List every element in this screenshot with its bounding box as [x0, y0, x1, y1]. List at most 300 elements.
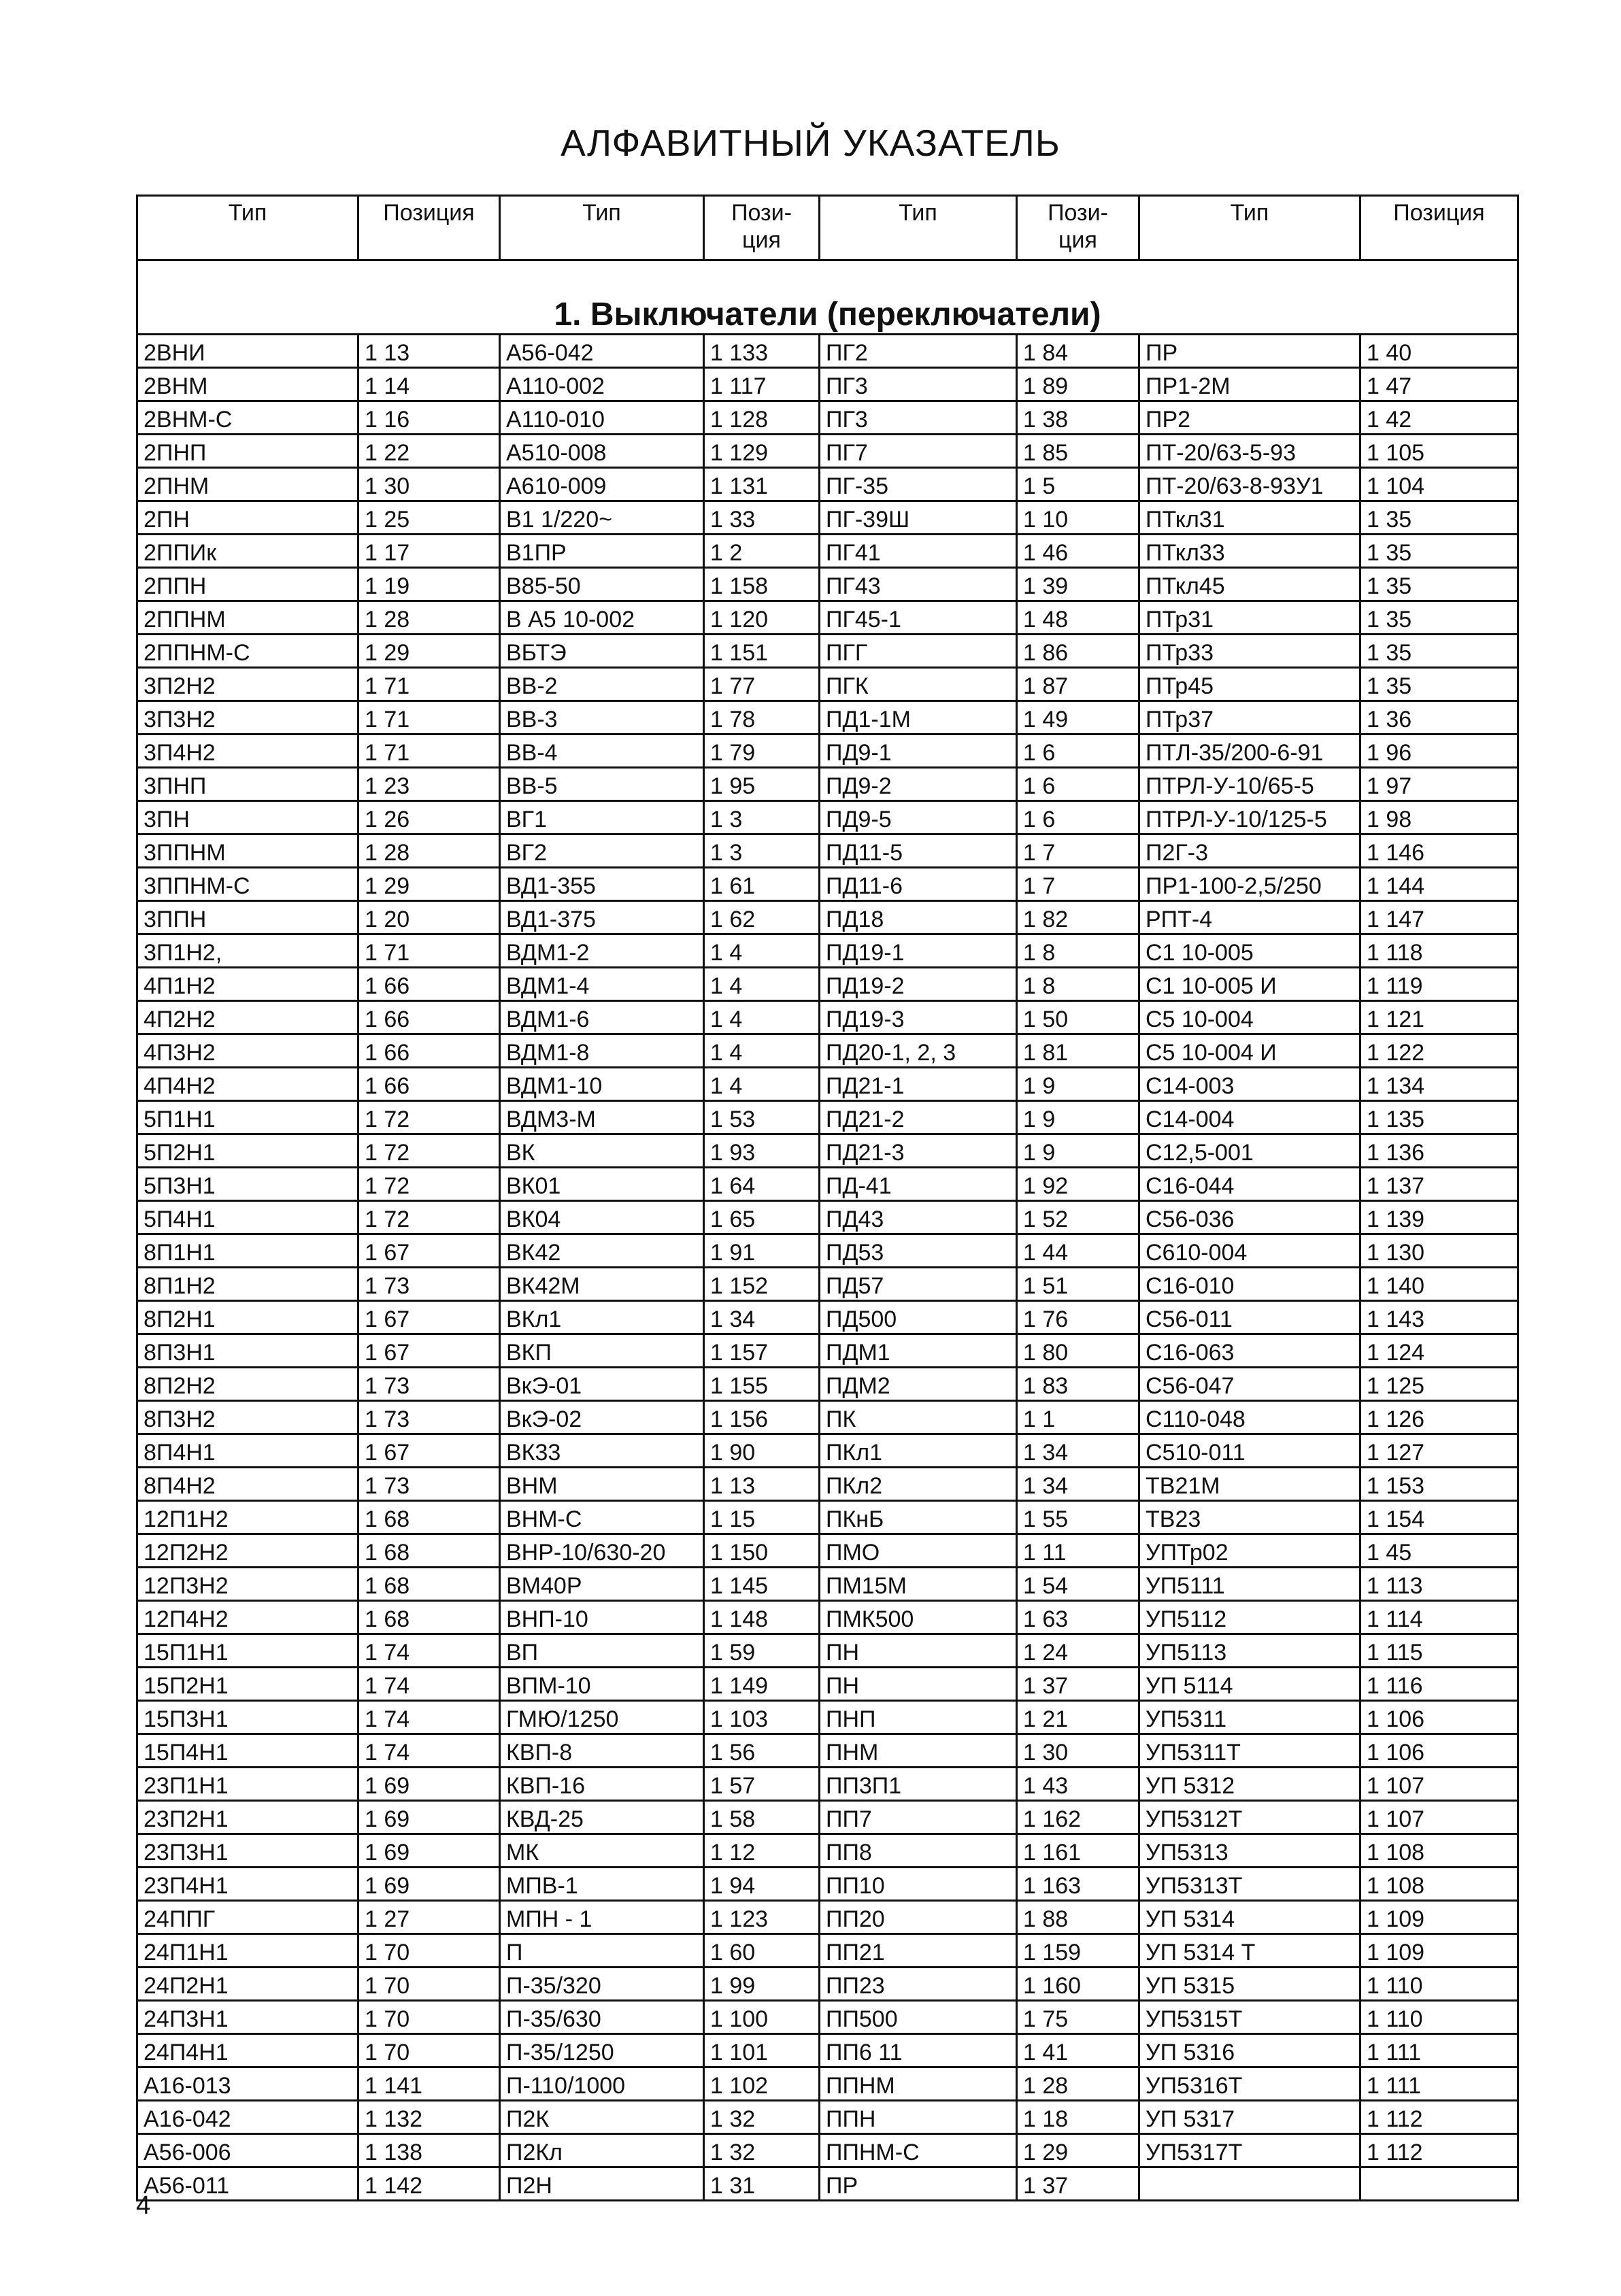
- type-cell: ПР1-2М: [1139, 368, 1360, 401]
- type-cell: ППНМ: [820, 2067, 1017, 2101]
- position-cell: 1 28: [358, 834, 500, 868]
- type-cell: УП5311: [1139, 1701, 1360, 1734]
- type-cell: ВДМ1-4: [500, 968, 704, 1001]
- position-cell: 1 34: [1017, 1434, 1139, 1468]
- position-cell: 1 110: [1360, 2001, 1518, 2034]
- type-cell: ВкЭ-02: [500, 1401, 704, 1434]
- position-cell: 1 74: [358, 1668, 500, 1701]
- type-cell: ПН: [820, 1668, 1017, 1701]
- position-cell: 1 74: [358, 1701, 500, 1734]
- type-cell: УП 5316: [1139, 2034, 1360, 2067]
- type-cell: 15П4Н1: [137, 1734, 358, 1768]
- type-cell: ВДМ1-6: [500, 1001, 704, 1034]
- type-cell: 8П4Н2: [137, 1468, 358, 1501]
- position-cell: 1 163: [1017, 1868, 1139, 1901]
- position-cell: 1 102: [704, 2067, 820, 2101]
- table-row: [137, 968, 1518, 1001]
- position-cell: 1 67: [358, 1434, 500, 1468]
- type-cell: ПП20: [820, 1901, 1017, 1934]
- position-cell: 1 13: [704, 1468, 820, 1501]
- position-cell: 1 29: [358, 635, 500, 668]
- position-cell: 1 67: [358, 1234, 500, 1268]
- position-cell: 1 9: [1017, 1134, 1139, 1168]
- table-row: [137, 1334, 1518, 1368]
- type-cell: ПД21-3: [820, 1134, 1017, 1168]
- table-row: [137, 1734, 1518, 1768]
- type-cell: ВД1-375: [500, 901, 704, 934]
- position-cell: 1 146: [1360, 834, 1518, 868]
- position-cell: 1 153: [1360, 1468, 1518, 1501]
- position-cell: 1 39: [1017, 568, 1139, 601]
- position-cell: 1 74: [358, 1734, 500, 1768]
- position-cell: 1 129: [704, 435, 820, 468]
- position-cell: 1 3: [704, 834, 820, 868]
- position-cell: 1 31: [704, 2167, 820, 2201]
- type-cell: 15П2Н1: [137, 1668, 358, 1701]
- position-cell: 1 124: [1360, 1334, 1518, 1368]
- type-cell: ПНП: [820, 1701, 1017, 1734]
- position-cell: 1 5: [1017, 468, 1139, 501]
- type-cell: ВВ-3: [500, 701, 704, 735]
- type-cell: ПТкл33: [1139, 535, 1360, 568]
- position-cell: 1 9: [1017, 1068, 1139, 1101]
- type-cell: В85-50: [500, 568, 704, 601]
- position-cell: 1 55: [1017, 1501, 1139, 1534]
- type-cell: 8П4Н1: [137, 1434, 358, 1468]
- position-cell: 1 4: [704, 1068, 820, 1101]
- table-row: [137, 901, 1518, 934]
- type-cell: 5П2Н1: [137, 1134, 358, 1168]
- position-cell: 1 159: [1017, 1934, 1139, 1968]
- type-cell: А510-008: [500, 435, 704, 468]
- position-cell: 1 107: [1360, 1801, 1518, 1834]
- type-cell: ПДМ1: [820, 1334, 1017, 1368]
- position-cell: 1 87: [1017, 668, 1139, 701]
- table-row: [137, 1934, 1518, 1968]
- position-cell: 1 15: [704, 1501, 820, 1534]
- position-cell: 1 71: [358, 735, 500, 768]
- position-cell: 1 44: [1017, 1234, 1139, 1268]
- position-cell: 1 105: [1360, 435, 1518, 468]
- type-cell: 12П1Н2: [137, 1501, 358, 1534]
- type-cell: ПД18: [820, 901, 1017, 934]
- type-cell: ПНМ: [820, 1734, 1017, 1768]
- type-cell: 24П2Н1: [137, 1968, 358, 2001]
- table-row: [137, 701, 1518, 735]
- type-cell: П-35/1250: [500, 2034, 704, 2067]
- position-cell: 1 97: [1360, 768, 1518, 801]
- type-cell: 2ППНМ-С: [137, 635, 358, 668]
- position-cell: 1 142: [358, 2167, 500, 2201]
- type-cell: ВК: [500, 1134, 704, 1168]
- type-cell: А56-006: [137, 2134, 358, 2167]
- type-cell: ПКнБ: [820, 1501, 1017, 1534]
- position-cell: 1 132: [358, 2101, 500, 2134]
- type-cell: 24ППГ: [137, 1901, 358, 1934]
- position-cell: 1 126: [1360, 1401, 1518, 1434]
- position-cell: 1 70: [358, 2001, 500, 2034]
- position-cell: 1 68: [358, 1568, 500, 1601]
- type-cell: ВВ-5: [500, 768, 704, 801]
- type-cell: 3ПН: [137, 801, 358, 834]
- position-cell: 1 12: [704, 1834, 820, 1868]
- type-cell: ВВ-2: [500, 668, 704, 701]
- position-cell: 1 56: [704, 1734, 820, 1768]
- type-cell: П2Н: [500, 2167, 704, 2201]
- position-cell: 1 122: [1360, 1034, 1518, 1068]
- type-cell: ПД43: [820, 1201, 1017, 1234]
- table-row: [137, 1701, 1518, 1734]
- type-cell: 3П1Н2,: [137, 934, 358, 968]
- type-cell: ПД1-1М: [820, 701, 1017, 735]
- type-cell: 3ППНМ: [137, 834, 358, 868]
- position-cell: 1 99: [704, 1968, 820, 2001]
- table-row: [137, 1101, 1518, 1134]
- position-cell: 1 22: [358, 435, 500, 468]
- type-cell: ПП8: [820, 1834, 1017, 1868]
- type-cell: С56-011: [1139, 1301, 1360, 1334]
- type-cell: ПМ15М: [820, 1568, 1017, 1601]
- type-cell: 8П1Н1: [137, 1234, 358, 1268]
- type-cell: УП 5317: [1139, 2101, 1360, 2134]
- type-cell: ВДМ1-2: [500, 934, 704, 968]
- type-cell: ПД-41: [820, 1168, 1017, 1201]
- type-cell: ВМ40Р: [500, 1568, 704, 1601]
- type-cell: ПГ7: [820, 435, 1017, 468]
- type-cell: ПД11-6: [820, 868, 1017, 901]
- position-cell: 1 63: [1017, 1601, 1139, 1634]
- table-row: [137, 2001, 1518, 2034]
- type-cell: ПП500: [820, 2001, 1017, 2034]
- position-cell: 1 33: [704, 501, 820, 535]
- type-cell: А16-013: [137, 2067, 358, 2101]
- table-row: [137, 401, 1518, 435]
- position-cell: 1 116: [1360, 1668, 1518, 1701]
- type-cell: А56-042: [500, 335, 704, 368]
- type-cell: ВНМ: [500, 1468, 704, 1501]
- position-cell: 1 35: [1360, 635, 1518, 668]
- position-cell: 1 68: [358, 1534, 500, 1568]
- type-cell: 2ППН: [137, 568, 358, 601]
- position-cell: 1 77: [704, 668, 820, 701]
- header-cell: Пози- ция: [704, 196, 820, 260]
- type-cell: В А5 10-002: [500, 601, 704, 635]
- position-cell: 1 113: [1360, 1568, 1518, 1601]
- position-cell: 1 72: [358, 1201, 500, 1234]
- position-cell: 1 32: [704, 2134, 820, 2167]
- type-cell: ВДМ1-10: [500, 1068, 704, 1101]
- type-cell: ПДМ2: [820, 1368, 1017, 1401]
- table-row: [137, 2167, 1518, 2201]
- type-cell: ПГ-39Ш: [820, 501, 1017, 535]
- type-cell: 5П1Н1: [137, 1101, 358, 1134]
- table-row: [137, 1201, 1518, 1234]
- type-cell: УПТр02: [1139, 1534, 1360, 1568]
- position-cell: 1 24: [1017, 1634, 1139, 1668]
- position-cell: 1 149: [704, 1668, 820, 1701]
- type-cell: ВК33: [500, 1434, 704, 1468]
- position-cell: 1 162: [1017, 1801, 1139, 1834]
- type-cell: ППНМ-С: [820, 2134, 1017, 2167]
- position-cell: 1 101: [704, 2034, 820, 2067]
- position-cell: 1 60: [704, 1934, 820, 1968]
- position-cell: 1 11: [1017, 1534, 1139, 1568]
- position-cell: 1 152: [704, 1268, 820, 1301]
- type-cell: ГМЮ/1250: [500, 1701, 704, 1734]
- type-cell: ПД9-5: [820, 801, 1017, 834]
- type-cell: УП 5114: [1139, 1668, 1360, 1701]
- type-cell: МПН - 1: [500, 1901, 704, 1934]
- position-cell: 1 86: [1017, 635, 1139, 668]
- position-cell: 1 154: [1360, 1501, 1518, 1534]
- position-cell: 1 37: [1017, 1668, 1139, 1701]
- header-cell: Позиция: [1360, 196, 1518, 260]
- position-cell: 1 73: [358, 1368, 500, 1401]
- table-row: [137, 668, 1518, 701]
- header-cell: Тип: [820, 196, 1017, 260]
- type-cell: ПМО: [820, 1534, 1017, 1568]
- table-row: [137, 1868, 1518, 1901]
- position-cell: 1 9: [1017, 1101, 1139, 1134]
- position-cell: 1 94: [704, 1868, 820, 1901]
- position-cell: 1 111: [1360, 2034, 1518, 2067]
- type-cell: 4П2Н2: [137, 1001, 358, 1034]
- position-cell: 1 71: [358, 701, 500, 735]
- table-row: [137, 1834, 1518, 1868]
- type-cell: С1 10-005 И: [1139, 968, 1360, 1001]
- position-cell: 1 67: [358, 1334, 500, 1368]
- position-cell: 1 42: [1360, 401, 1518, 435]
- table-row: [137, 1634, 1518, 1668]
- table-row: [137, 1168, 1518, 1201]
- position-cell: 1 19: [358, 568, 500, 601]
- type-cell: 12П2Н2: [137, 1534, 358, 1568]
- table-row: [137, 1901, 1518, 1934]
- type-cell: ПТ-20/63-8-93У1: [1139, 468, 1360, 501]
- type-cell: УП5311Т: [1139, 1734, 1360, 1768]
- type-cell: ПР1-100-2,5/250: [1139, 868, 1360, 901]
- type-cell: С510-011: [1139, 1434, 1360, 1468]
- type-cell: 24П4Н1: [137, 2034, 358, 2067]
- position-cell: 1 28: [1017, 2067, 1139, 2101]
- type-cell: С5 10-004: [1139, 1001, 1360, 1034]
- position-cell: 1 108: [1360, 1868, 1518, 1901]
- type-cell: УП5111: [1139, 1568, 1360, 1601]
- position-cell: 1 20: [358, 901, 500, 934]
- table-row: [137, 1501, 1518, 1534]
- type-cell: 4П1Н2: [137, 968, 358, 1001]
- table-row: [137, 2101, 1518, 2134]
- table-row: [137, 335, 1518, 368]
- position-cell: 1 50: [1017, 1001, 1139, 1034]
- position-cell: 1 118: [1360, 934, 1518, 968]
- table-row: [137, 1268, 1518, 1301]
- type-cell: 23П1Н1: [137, 1768, 358, 1801]
- position-cell: 1 74: [358, 1634, 500, 1668]
- position-cell: 1 43: [1017, 1768, 1139, 1801]
- position-cell: 1 58: [704, 1801, 820, 1834]
- type-cell: ВК04: [500, 1201, 704, 1234]
- position-cell: 1 76: [1017, 1301, 1139, 1334]
- type-cell: А56-011: [137, 2167, 358, 2201]
- position-cell: 1 90: [704, 1434, 820, 1468]
- table-row: [137, 1034, 1518, 1068]
- position-cell: 1 14: [358, 368, 500, 401]
- position-cell: 1 16: [358, 401, 500, 435]
- type-cell: П2Г-3: [1139, 834, 1360, 868]
- position-cell: 1 1: [1017, 1401, 1139, 1434]
- index-table: [136, 195, 1519, 2201]
- type-cell: ПКл1: [820, 1434, 1017, 1468]
- type-cell: УП5316Т: [1139, 2067, 1360, 2101]
- position-cell: 1 103: [704, 1701, 820, 1734]
- position-cell: 1 6: [1017, 801, 1139, 834]
- type-cell: ПП21: [820, 1934, 1017, 1968]
- type-cell: 3П4Н2: [137, 735, 358, 768]
- position-cell: 1 27: [358, 1901, 500, 1934]
- type-cell: ПГ3: [820, 401, 1017, 435]
- section-row: [137, 260, 1518, 335]
- position-cell: 1 119: [1360, 968, 1518, 1001]
- position-cell: 1 70: [358, 2034, 500, 2067]
- type-cell: А110-010: [500, 401, 704, 435]
- type-cell: МК: [500, 1834, 704, 1868]
- type-cell: ПП23: [820, 1968, 1017, 2001]
- position-cell: 1 30: [358, 468, 500, 501]
- position-cell: 1 114: [1360, 1601, 1518, 1634]
- position-cell: 1 35: [1360, 501, 1518, 535]
- type-cell: ПП6 11: [820, 2034, 1017, 2067]
- position-cell: 1 106: [1360, 1734, 1518, 1768]
- type-cell: ВПМ-10: [500, 1668, 704, 1701]
- position-cell: 1 104: [1360, 468, 1518, 501]
- type-cell: С16-063: [1139, 1334, 1360, 1368]
- position-cell: 1 25: [358, 501, 500, 535]
- position-cell: 1 91: [704, 1234, 820, 1268]
- type-cell: 3ППНМ-С: [137, 868, 358, 901]
- position-cell: 1 61: [704, 868, 820, 901]
- position-cell: 1 89: [1017, 368, 1139, 401]
- type-cell: ВГ2: [500, 834, 704, 868]
- type-cell: КВП-16: [500, 1768, 704, 1801]
- page-number: 4: [136, 2191, 151, 2220]
- position-cell: 1 48: [1017, 601, 1139, 635]
- type-cell: С5 10-004 И: [1139, 1034, 1360, 1068]
- type-cell: С610-004: [1139, 1234, 1360, 1268]
- type-cell: ПД20-1, 2, 3: [820, 1034, 1017, 1068]
- position-cell: 1 35: [1360, 568, 1518, 601]
- position-cell: 1 59: [704, 1634, 820, 1668]
- type-cell: П2К: [500, 2101, 704, 2134]
- position-cell: 1 117: [704, 368, 820, 401]
- position-cell: 1 38: [1017, 401, 1139, 435]
- type-cell: С14-003: [1139, 1068, 1360, 1101]
- type-cell: 2ПНП: [137, 435, 358, 468]
- type-cell: ПГК: [820, 668, 1017, 701]
- type-cell: ПП10: [820, 1868, 1017, 1901]
- position-cell: 1 155: [704, 1368, 820, 1401]
- table-row: [137, 1001, 1518, 1034]
- type-cell: ПГ2: [820, 335, 1017, 368]
- position-cell: 1 78: [704, 701, 820, 735]
- position-cell: 1 157: [704, 1334, 820, 1368]
- position-cell: 1 73: [358, 1468, 500, 1501]
- position-cell: 1 148: [704, 1601, 820, 1634]
- type-cell: ПП7: [820, 1801, 1017, 1834]
- type-cell: А610-009: [500, 468, 704, 501]
- type-cell: 2ПНМ: [137, 468, 358, 501]
- position-cell: 1 66: [358, 1068, 500, 1101]
- type-cell: ВДМ1-8: [500, 1034, 704, 1068]
- table-row: [137, 1801, 1518, 1834]
- type-cell: ПП3П1: [820, 1768, 1017, 1801]
- type-cell: ВкЭ-01: [500, 1368, 704, 1401]
- position-cell: 1 72: [358, 1101, 500, 1134]
- position-cell: 1 160: [1017, 1968, 1139, 2001]
- type-cell: ПГ41: [820, 535, 1017, 568]
- position-cell: 1 35: [1360, 535, 1518, 568]
- position-cell: 1 73: [358, 1268, 500, 1301]
- table-row: [137, 1068, 1518, 1101]
- position-cell: 1 144: [1360, 868, 1518, 901]
- table-row: [137, 1301, 1518, 1334]
- type-cell: ПР: [820, 2167, 1017, 2201]
- position-cell: 1 161: [1017, 1834, 1139, 1868]
- position-cell: 1 120: [704, 601, 820, 635]
- position-cell: 1 37: [1017, 2167, 1139, 2201]
- type-cell: 3П2Н2: [137, 668, 358, 701]
- position-cell: 1 130: [1360, 1234, 1518, 1268]
- position-cell: 1 107: [1360, 1768, 1518, 1801]
- type-cell: ВНР-10/630-20: [500, 1534, 704, 1568]
- table-row: [137, 368, 1518, 401]
- position-cell: 1 4: [704, 1001, 820, 1034]
- position-cell: 1 93: [704, 1134, 820, 1168]
- type-cell: ПД11-5: [820, 834, 1017, 868]
- type-cell: ПТкл45: [1139, 568, 1360, 601]
- position-cell: 1 79: [704, 735, 820, 768]
- type-cell: ПМК500: [820, 1601, 1017, 1634]
- position-cell: 1 35: [1360, 668, 1518, 701]
- type-cell: 2ПН: [137, 501, 358, 535]
- type-cell: 15П1Н1: [137, 1634, 358, 1668]
- type-cell: П: [500, 1934, 704, 1968]
- position-cell: 1 36: [1360, 701, 1518, 735]
- position-cell: 1 92: [1017, 1168, 1139, 1201]
- position-cell: 1 112: [1360, 2101, 1518, 2134]
- position-cell: 1 133: [704, 335, 820, 368]
- type-cell: ПГГ: [820, 635, 1017, 668]
- position-cell: 1 68: [358, 1501, 500, 1534]
- type-cell: ПТр31: [1139, 601, 1360, 635]
- position-cell: 1 100: [704, 2001, 820, 2034]
- type-cell: 23П3Н1: [137, 1834, 358, 1868]
- position-cell: 1 65: [704, 1201, 820, 1234]
- type-cell: ТВ21М: [1139, 1468, 1360, 1501]
- position-cell: 1 109: [1360, 1901, 1518, 1934]
- table-row: [137, 1434, 1518, 1468]
- position-cell: 1 41: [1017, 2034, 1139, 2067]
- type-cell: 4П4Н2: [137, 1068, 358, 1101]
- position-cell: 1 71: [358, 668, 500, 701]
- position-cell: 1 8: [1017, 934, 1139, 968]
- type-cell: ПН: [820, 1634, 1017, 1668]
- position-cell: 1 4: [704, 968, 820, 1001]
- position-cell: 1 8: [1017, 968, 1139, 1001]
- table-row: [137, 934, 1518, 968]
- position-cell: 1 110: [1360, 1968, 1518, 2001]
- position-cell: 1 135: [1360, 1101, 1518, 1134]
